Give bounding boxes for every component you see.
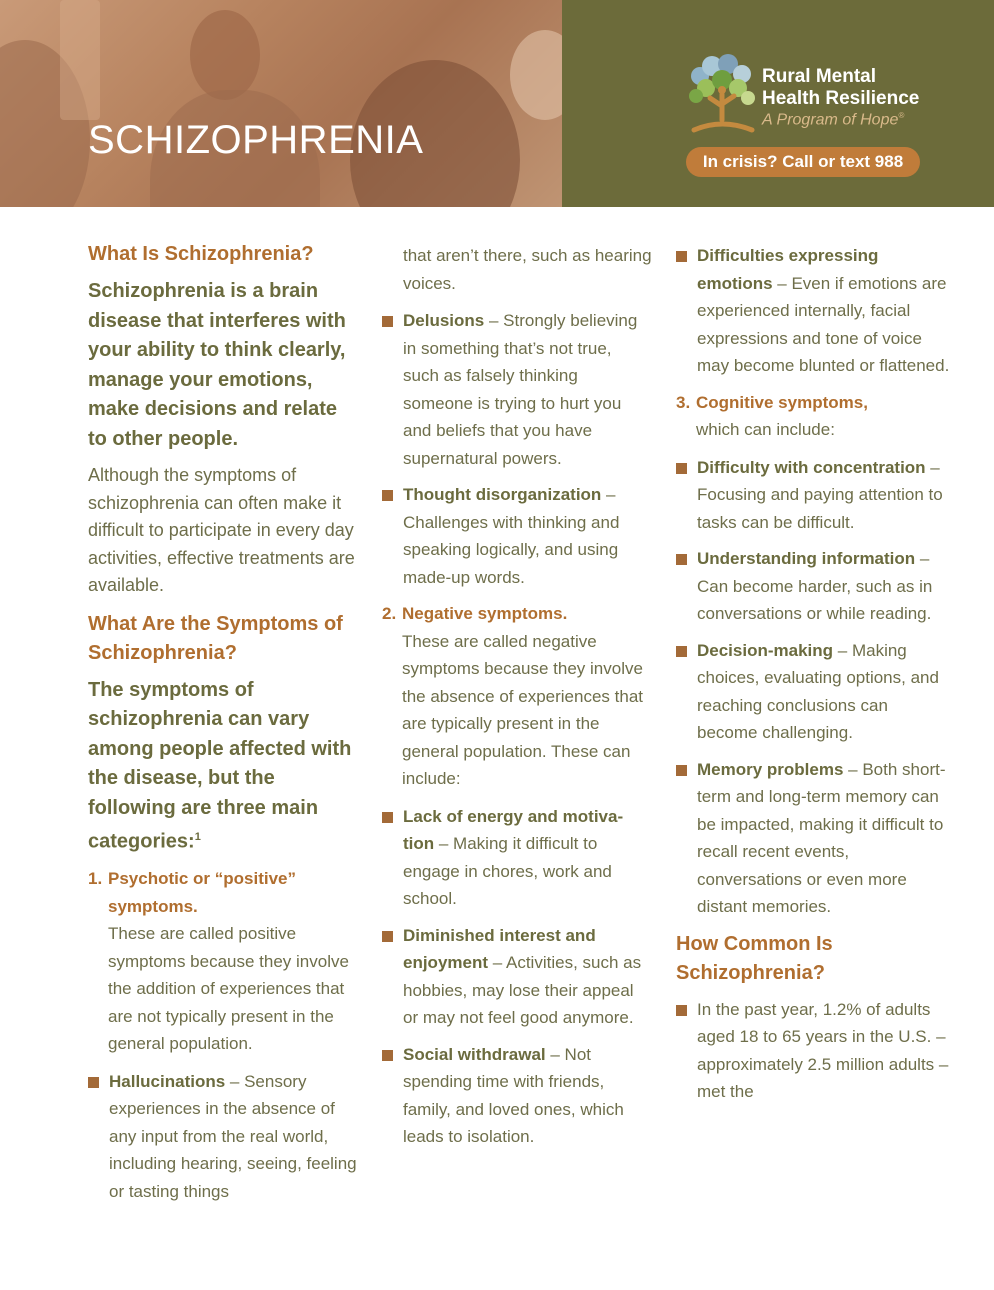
paragraph-treatments: Although the symptoms of schizophrenia can often make it difficult to participate in every day activities, effective treatments are available. bbox=[88, 465, 355, 595]
bullet-hallucinations: Hallucinations – Sensory experiences in the absence of any input from the real world, including hearing, seeing, feeling or tasting things bbox=[88, 1068, 358, 1206]
bullet-square-icon bbox=[88, 1077, 99, 1088]
category-1-title: Psychotic or “positive” symptoms. bbox=[108, 869, 296, 916]
crisis-line-badge[interactable]: In crisis? Call or text 988 bbox=[686, 147, 920, 177]
org-tagline: A Program of Hope® bbox=[762, 111, 905, 129]
column-3 bbox=[676, 242, 952, 1115]
bullet-square-icon bbox=[676, 646, 687, 657]
category-3-title: Cognitive symptoms, bbox=[696, 392, 868, 412]
org-name-line1: Rural Mental bbox=[762, 66, 877, 87]
hero-photo bbox=[0, 0, 562, 207]
bullet-memory: Memory problems – Both short-term and long-term memory can be impacted, making it difficult to recall recent events, conversations or even more distant memories. bbox=[676, 756, 952, 921]
photo-window bbox=[60, 0, 100, 120]
category-1-body: These are called positive symptoms because they involve the addition of experiences that are not typically present in the general population. bbox=[108, 924, 349, 1054]
bullet-understanding: Understanding information – Can become harder, such as in conversations or while reading. bbox=[676, 545, 952, 628]
category-2-title: Negative symptoms. bbox=[402, 604, 568, 623]
bullet-square-icon bbox=[382, 1050, 393, 1061]
org-name bbox=[762, 66, 919, 129]
bullet-expressing-emotions: Difficulties expressing emotions – Even if emotions are experienced internally, facial expressions and tone of voice may become blunted or flattened. bbox=[676, 242, 952, 380]
bullet-square-icon bbox=[676, 463, 687, 474]
photo-figure-right bbox=[510, 30, 562, 120]
bullet-square-icon bbox=[382, 812, 393, 823]
category-3: 3. Cognitive symptoms, which can include: bbox=[676, 389, 952, 444]
bullet-square-icon bbox=[382, 931, 393, 942]
bullet-square-icon bbox=[676, 765, 687, 776]
bullet-social-withdrawal: Social withdrawal – Not spending time with friends, family, and loved ones, which leads to isolation. bbox=[382, 1041, 652, 1151]
category-2-body: These are called negative symptoms because they involve the absence of experiences that are typically present in the general population. These can include: bbox=[402, 631, 643, 788]
category-3-body: which can include: bbox=[696, 420, 835, 439]
page-title: SCHIZOPHRENIA bbox=[88, 118, 424, 162]
category-2: 2. Negative symptoms. These are called negative symptoms because they involve the absence of experiences that are typically present in the general population. These can include: bbox=[382, 600, 652, 793]
bullet-square-icon bbox=[382, 490, 393, 501]
bullet-lack-of-energy: Lack of energy and motiva-tion – Making it difficult to engage in chores, work and school. bbox=[382, 803, 652, 913]
bullet-prevalence: In the past year, 1.2% of adults aged 18 to 65 years in the U.S. – approximately 2.5 million adults – met the bbox=[676, 996, 952, 1106]
column-2 bbox=[382, 242, 652, 1160]
category-1: 1. Psychotic or “positive” symptoms. These are called positive symptoms because they involve the addition of experiences that are not typically present in the general population. bbox=[88, 865, 358, 1058]
lead-definition: Schizophrenia is a brain disease that interferes with your ability to think clearly, manage your emotions, make decisions and relate to other people. bbox=[88, 280, 346, 450]
hallucinations-continued: that aren’t there, such as hearing voices. bbox=[403, 246, 652, 293]
bullet-diminished-interest: Diminished interest and enjoyment – Activities, such as hobbies, may lose their appeal or may not feel good anymore. bbox=[382, 922, 652, 1032]
brand-panel bbox=[562, 0, 994, 207]
heading-symptoms: What Are the Symptoms of Schizophrenia? bbox=[88, 612, 343, 664]
tree-logo-icon bbox=[686, 54, 758, 136]
bullet-delusions: Delusions – Strongly believing in something that’s not true, such as falsely thinking someone is trying to hurt you and beliefs that you have supernatural powers. bbox=[382, 307, 652, 472]
bullet-square-icon bbox=[676, 1005, 687, 1016]
heading-what-is: What Is Schizophrenia? bbox=[88, 243, 314, 265]
bullet-square-icon bbox=[676, 251, 687, 262]
bullet-square-icon bbox=[676, 554, 687, 565]
bullet-square-icon bbox=[382, 316, 393, 327]
bullet-concentration: Difficulty with concentration – Focusing and paying attention to tasks can be difficult. bbox=[676, 454, 952, 537]
org-name-line2: Health Resilience bbox=[762, 88, 920, 109]
heading-how-common: How Common Is Schizophrenia? bbox=[676, 932, 833, 984]
lead-categories: The symptoms of schizophrenia can vary among people affected with the disease, but the following are three main categories:$^1$ bbox=[88, 678, 352, 853]
bullet-thought-disorganization: Thought disorganization – Challenges with thinking and speaking logically, and using made-up words. bbox=[382, 481, 652, 591]
column-1 bbox=[88, 240, 358, 1214]
bullet-decision-making: Decision-making – Making choices, evaluating options, and reaching conclusions can become challenging. bbox=[676, 637, 952, 747]
photo-figure-head bbox=[190, 10, 260, 100]
